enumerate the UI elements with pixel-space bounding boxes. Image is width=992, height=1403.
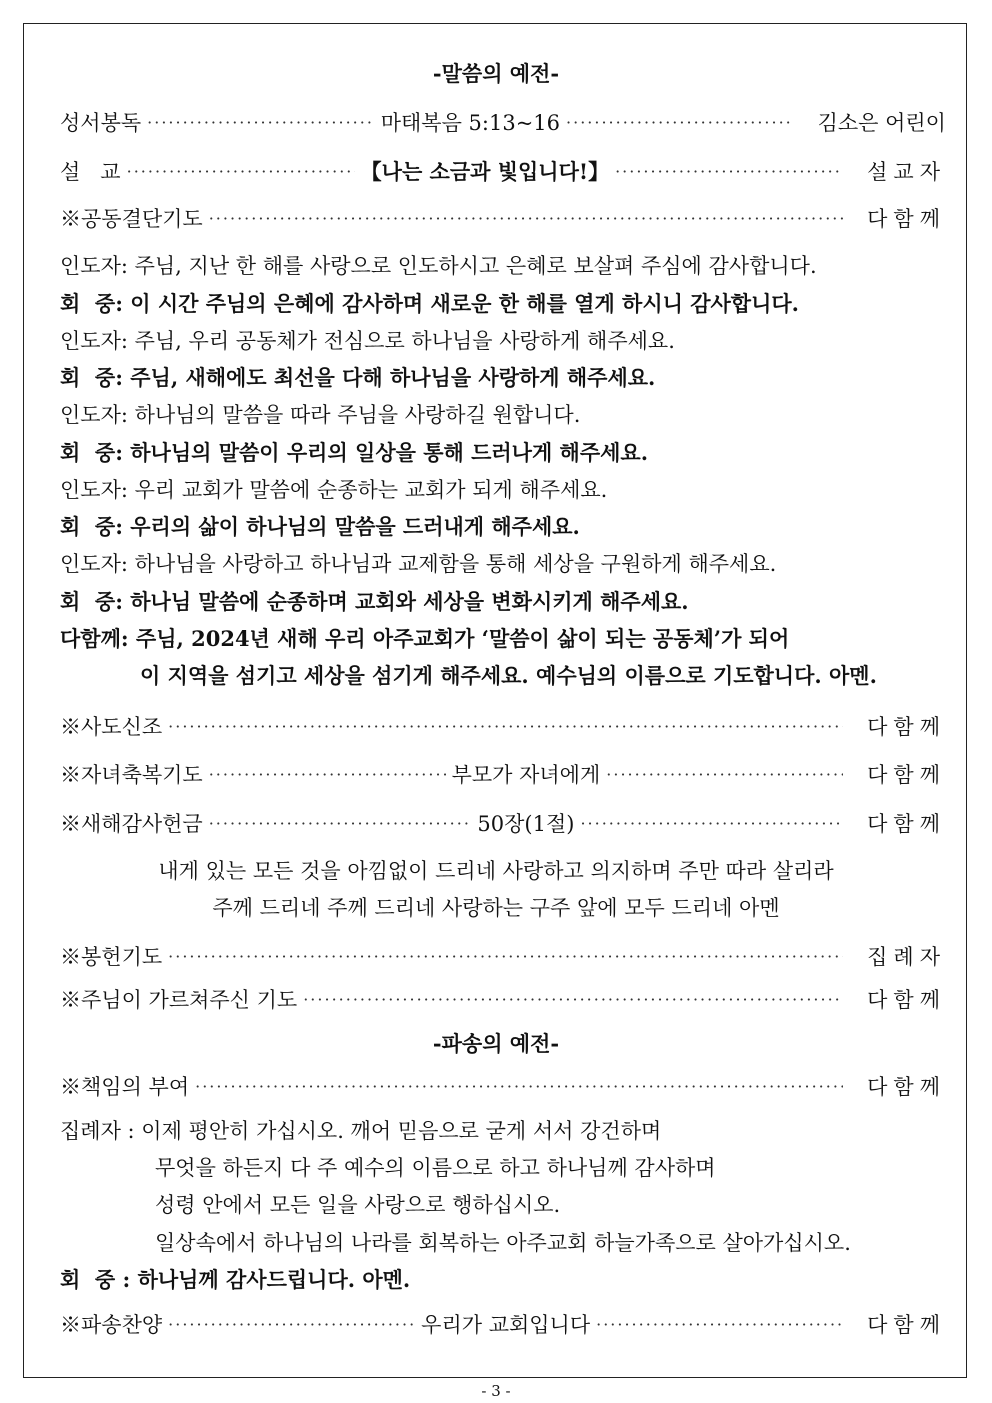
litany-line: 회 중: 하나님 말씀에 순종하며 교회와 세상을 변화시키게 해주세요. — [60, 589, 689, 614]
section-title-sending: -파송의 예전- — [432, 1031, 560, 1056]
order-detail: 마태복음 5:13~16 — [380, 111, 561, 135]
order-detail: 부모가 자녀에게 — [451, 763, 601, 787]
order-leader: 다함께 — [867, 812, 946, 836]
leader-dots — [580, 814, 843, 833]
leader-dots — [615, 162, 843, 181]
order-label: ※파송찬양 — [60, 1313, 163, 1337]
litany-line: 인도자: 주님, 지난 한 해를 사랑으로 인도하시고 은혜로 보살펴 주심에 감사합니다. — [60, 254, 817, 278]
litany-line: 회 중: 우리의 삶이 하나님의 말씀을 드러내게 해주세요. — [60, 514, 580, 539]
order-leader: 다함께 — [867, 763, 946, 787]
leader-dots — [596, 1315, 843, 1334]
litany-line: 인도자: 하나님의 말씀을 따라 주님을 사랑하길 원합니다. — [60, 403, 581, 427]
order-label: ※주님이 가르쳐주신 기도 — [60, 988, 298, 1012]
leader-dots — [147, 113, 375, 132]
order-leader: 설교자 — [867, 160, 946, 184]
order-leader: 다함께 — [867, 715, 946, 739]
leader-dots — [303, 990, 843, 1009]
commission-line: 성령 안에서 모든 일을 사랑으로 행하십시오. — [155, 1193, 561, 1217]
leader-dots — [168, 947, 843, 966]
commission-line: 무엇을 하든지 다 주 예수의 이름으로 하고 하나님께 감사하며 — [155, 1156, 716, 1180]
order-commission — [60, 1070, 946, 1102]
order-leader: 집례자 — [867, 945, 946, 969]
order-label: 설 교 — [60, 160, 121, 184]
order-label: ※책임의 부여 — [60, 1075, 190, 1099]
leader-dots — [606, 765, 843, 784]
order-sending-hymn — [60, 1308, 946, 1340]
litany-line: 이 지역을 섬기고 세상을 섬기게 해주세요. 예수님의 이름으로 기도합니다. 아멘. — [140, 663, 877, 688]
order-lords-prayer — [60, 983, 946, 1015]
litany-line: 인도자: 하나님을 사랑하고 하나님과 교제함을 통해 세상을 구원하게 해주세요. — [60, 552, 777, 576]
litany-line: 인도자: 주님, 우리 공동체가 전심으로 하나님을 사랑하게 해주세요. — [60, 329, 675, 353]
congregation-response: 회 중 : 하나님께 감사드립니다. 아멘. — [60, 1267, 411, 1292]
order-joint-prayer — [60, 202, 946, 234]
litany-line: 다함께: 주님, 2024년 새해 우리 아주교회가 ‘말씀이 삶이 되는 공동체’가 되어 — [60, 626, 790, 651]
order-label: ※사도신조 — [60, 715, 163, 739]
order-offering-prayer — [60, 940, 946, 972]
section-title-word: -말씀의 예전- — [432, 61, 560, 86]
order-leader: 다함께 — [867, 1075, 946, 1099]
leader-dots — [168, 1315, 415, 1334]
page-number: - 3 - — [481, 1382, 511, 1400]
order-detail: 우리가 교회입니다 — [421, 1313, 591, 1337]
order-reading — [60, 106, 946, 138]
order-label: ※봉헌기도 — [60, 945, 163, 969]
order-leader: 다함께 — [867, 988, 946, 1012]
leader-dots — [195, 1077, 843, 1096]
hymn-lyric-line: 내게 있는 모든 것을 아낌없이 드리네 사랑하고 의지하며 주만 따라 살리라 — [158, 859, 834, 883]
commission-line: 집례자 : 이제 평안히 가십시오. 깨어 믿음으로 굳게 서서 강건하며 — [60, 1119, 662, 1143]
hymn-lyric-line: 주께 드리네 주께 드리네 사랑하는 구주 앞에 모두 드리네 아멘 — [212, 896, 780, 920]
leader-dots — [209, 765, 446, 784]
order-offering — [60, 807, 946, 839]
order-label: ※새해감사헌금 — [60, 812, 203, 836]
order-sermon — [60, 155, 946, 187]
order-leader: 다함께 — [867, 207, 946, 231]
sermon-title: 【나는 소금과 빛입니다!】 — [360, 159, 610, 184]
order-label: ※공동결단기도 — [60, 207, 203, 231]
order-blessing — [60, 758, 946, 790]
order-leader: 김소은 어린이 — [817, 111, 946, 135]
order-label: ※자녀축복기도 — [60, 763, 203, 787]
litany-line: 인도자: 우리 교회가 말씀에 순종하는 교회가 되게 해주세요. — [60, 478, 608, 502]
order-label: 성서봉독 — [60, 111, 142, 135]
order-leader: 다함께 — [867, 1313, 946, 1337]
leader-dots — [566, 113, 794, 132]
leader-dots — [209, 814, 472, 833]
order-creed — [60, 710, 946, 742]
leader-dots — [209, 209, 843, 228]
litany-line: 회 중: 이 시간 주님의 은혜에 감사하며 새로운 한 해를 열게 하시니 감사합니다. — [60, 291, 799, 316]
leader-dots — [168, 717, 843, 736]
commission-line: 일상속에서 하나님의 나라를 회복하는 아주교회 하늘가족으로 살아가십시오. — [155, 1231, 851, 1255]
order-detail: 50장(1절) — [477, 812, 575, 836]
leader-dots — [127, 162, 355, 181]
litany-line: 회 중: 주님, 새해에도 최선을 다해 하나님을 사랑하게 해주세요. — [60, 365, 656, 390]
litany-line: 회 중: 하나님의 말씀이 우리의 일상을 통해 드러나게 해주세요. — [60, 440, 649, 465]
